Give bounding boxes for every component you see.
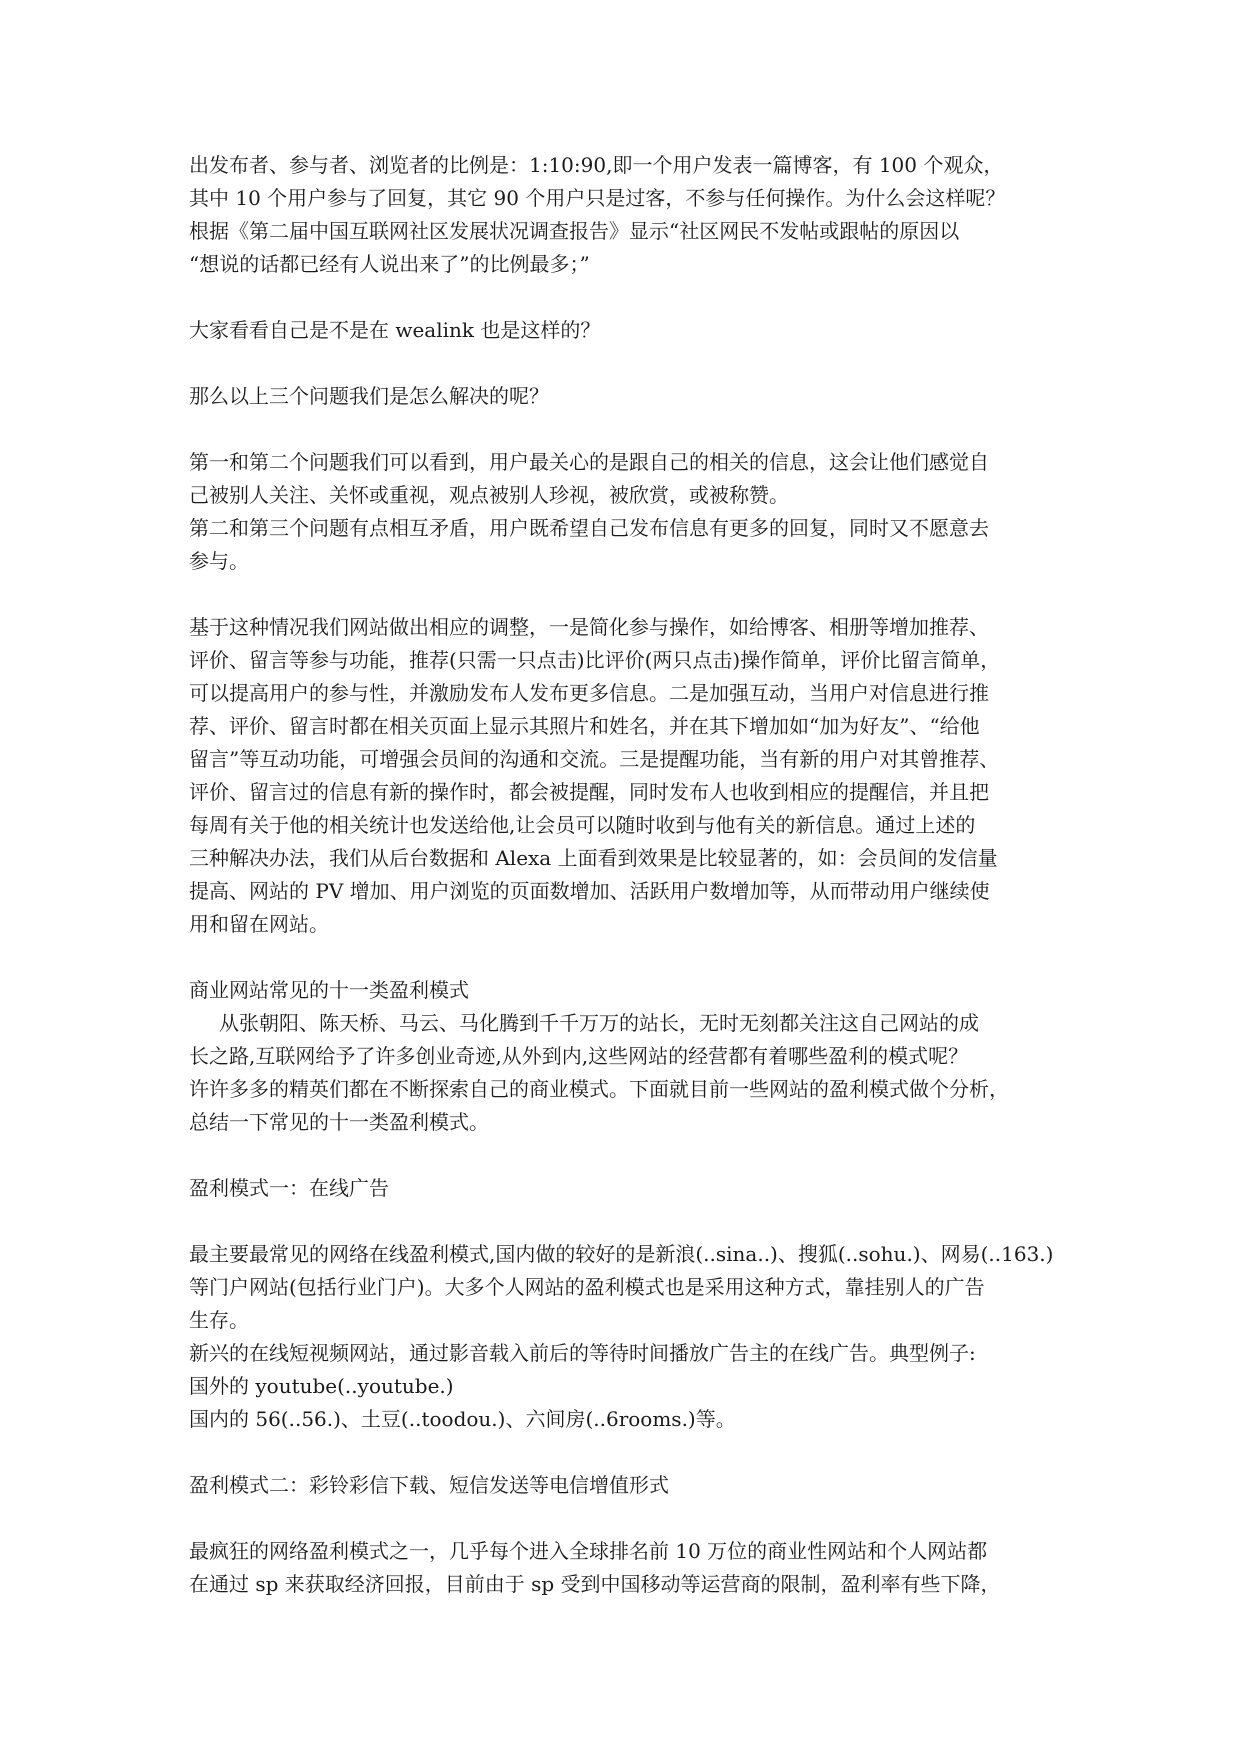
paragraph-gap bbox=[189, 281, 1059, 314]
text-line: 用和留在网站。 bbox=[189, 912, 329, 936]
paragraph-gap bbox=[189, 578, 1059, 611]
document-body bbox=[189, 149, 1059, 1601]
text-line: 生存。 bbox=[189, 1308, 249, 1332]
text-line: 三种解决办法，我们从后台数据和 Alexa 上面看到效果是比较显著的，如：会员间的发信量 bbox=[189, 846, 998, 870]
text-line: 最主要最常见的网络在线盈利模式,国内做的较好的是新浪(..sina..)、搜狐(..sohu.)、网易(..163.) bbox=[189, 1242, 1054, 1266]
section-heading: 商业网站常见的十一类盈利模式 bbox=[189, 978, 469, 1002]
text-line: 根据《第二届中国互联网社区发展状况调查报告》显示“社区网民不发帖或跟帖的原因以 bbox=[189, 219, 960, 243]
text-line: 最疯狂的网络盈利模式之一，几乎每个进入全球排名前 10 万位的商业性网站和个人网站都 bbox=[189, 1539, 988, 1563]
text-line: 许许多多的精英们都在不断探索自己的商业模式。下面就目前一些网站的盈利模式做个分析， bbox=[189, 1077, 1009, 1101]
text-line: 新兴的在线短视频网站，通过影音载入前后的等待时间播放广告主的在线广告。典型例子: bbox=[189, 1341, 976, 1365]
text-line: 其中 10 个用户参与了回复，其它 90 个用户只是过客，不参与任何操作。为什么会这样呢？ bbox=[189, 186, 1006, 210]
text-line: 提高、网站的 PV 增加、用户浏览的页面数增加、活跃用户数增加等，从而带动用户继续使 bbox=[189, 879, 990, 903]
text-line: “想说的话都已经有人说出来了”的比例最多；” bbox=[189, 252, 590, 276]
text-line: 评价、留言等参与功能，推荐(只需一只点击)比评价(两只点击)操作简单，评价比留言简单， bbox=[189, 648, 1001, 672]
text-line: 基于这种情况我们网站做出相应的调整，一是简化参与操作，如给博客、相册等增加推荐、 bbox=[189, 615, 989, 639]
text-line: 在通过 sp 来获取经济回报，目前由于 sp 受到中国移动等运营商的限制，盈利率有些下降， bbox=[189, 1572, 1001, 1596]
text-line: 留言”等互动功能，可增强会员间的沟通和交流。三是提醒功能，当有新的用户对其曾推荐、 bbox=[189, 747, 1000, 771]
text-line: 第二和第三个问题有点相互矛盾，用户既希望自己发布信息有更多的回复，同时又不愿意去 bbox=[189, 516, 989, 540]
paragraph-gap bbox=[189, 347, 1059, 380]
text-line: 长之路,互联网给予了许多创业奇迹,从外到内,这些网站的经营都有着哪些盈利的模式呢？ bbox=[189, 1044, 969, 1068]
text-line: 可以提高用户的参与性，并激励发布人发布更多信息。二是加强互动，当用户对信息进行推 bbox=[189, 681, 989, 705]
text-line: 第一和第二个问题我们可以看到，用户最关心的是跟自己的相关的信息，这会让他们感觉自 bbox=[189, 450, 989, 474]
text-line: 总结一下常见的十一类盈利模式。 bbox=[189, 1110, 489, 1134]
text-line: 评价、留言过的信息有新的操作时，都会被提醒，同时发布人也收到相应的提醒信，并且把 bbox=[189, 780, 989, 804]
paragraph-gap bbox=[189, 1502, 1059, 1535]
paragraph-gap bbox=[189, 1205, 1059, 1238]
text-line: 国外的 youtube(..youtube.) bbox=[189, 1374, 454, 1398]
section-heading: 盈利模式一：在线广告 bbox=[189, 1176, 389, 1200]
paragraph-gap bbox=[189, 941, 1059, 974]
text-line: 大家看看自己是不是在 wealink 也是这样的？ bbox=[189, 318, 601, 342]
paragraph-gap bbox=[189, 413, 1059, 446]
text-line: 那么以上三个问题我们是怎么解决的呢？ bbox=[189, 384, 549, 408]
paragraph-gap bbox=[189, 1139, 1059, 1172]
text-line: 每周有关于他的相关统计也发送给他,让会员可以随时收到与他有关的新信息。通过上述的 bbox=[189, 813, 976, 837]
paragraph-gap bbox=[189, 1436, 1059, 1469]
section-heading: 盈利模式二：彩铃彩信下载、短信发送等电信增值形式 bbox=[189, 1473, 669, 1497]
text-line: 国内的 56(..56.)、土豆(..toodou.)、六间房(..6rooms.)等。 bbox=[189, 1407, 736, 1431]
text-line: 从张朝阳、陈天桥、马云、马化腾到千千万万的站长，无时无刻都关注这自己网站的成 bbox=[219, 1011, 979, 1035]
text-line: 等门户网站(包括行业门户)。大多个人网站的盈利模式也是采用这种方式，靠挂别人的广告 bbox=[189, 1275, 985, 1299]
text-line: 参与。 bbox=[189, 549, 249, 573]
text-line: 荐、评价、留言时都在相关页面上显示其照片和姓名，并在其下增加如“加为好友”、“给他 bbox=[189, 714, 980, 738]
text-line: 出发布者、参与者、浏览者的比例是：1:10:90,即一个用户发表一篇博客，有 100 个观众， bbox=[189, 153, 1004, 177]
text-line: 己被别人关注、关怀或重视，观点被别人珍视，被欣赏，或被称赞。 bbox=[189, 483, 789, 507]
